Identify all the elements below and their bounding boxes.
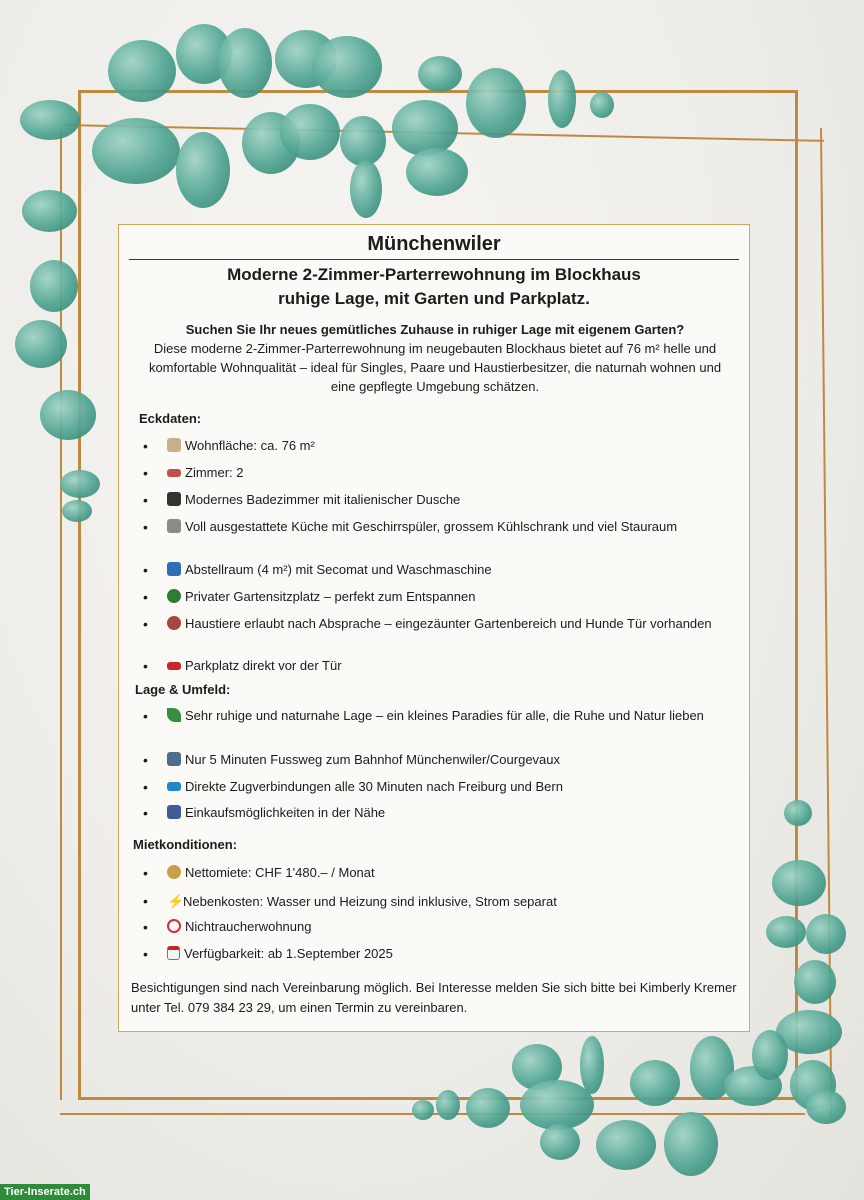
tree-icon xyxy=(167,589,181,603)
list-item-text: Zimmer: 2 xyxy=(185,465,244,480)
list-item-text: Wohnfläche: ca. 76 m² xyxy=(185,438,315,453)
list-item: • Nichtraucherwohnung xyxy=(143,919,312,935)
list-item-text: Haustiere erlaubt nach Absprache – eingezäunter Gartenbereich und Hunde Tür vorhanden xyxy=(185,616,712,631)
list-item-text: Nur 5 Minuten Fussweg zum Bahnhof Münchenwiler/Courgevaux xyxy=(185,752,561,767)
walker-icon xyxy=(167,752,181,766)
bucket-icon xyxy=(167,562,181,576)
list-item: • Modernes Badezimmer mit italienischer Dusche xyxy=(143,492,461,508)
list-item: • Sehr ruhige und naturnahe Lage – ein kleines Paradies für alle, die Ruhe und Natur lieben xyxy=(143,708,704,724)
list-item: • Privater Gartensitzplatz – perfekt zum Entspannen xyxy=(143,589,476,605)
section-heading-lage: Lage & Umfeld: xyxy=(135,682,231,697)
paw-icon xyxy=(167,616,181,630)
list-item-text: Privater Gartensitzplatz – perfekt zum Entspannen xyxy=(185,589,476,604)
intro-text: Diese moderne 2-Zimmer-Parterrewohnung im neugebauten Blockhaus bietet auf 76 m² helle und komfortable Wohnqualität – ideal für Singles, Paare und Haustierbesitzer, die naturnah wohnen und eine gepflegte Umgebung schätzen. xyxy=(148,341,722,394)
calendar-icon xyxy=(167,946,180,960)
list-item-text: Direkte Zugverbindungen alle 30 Minuten nach Freiburg und Bern xyxy=(185,779,563,794)
subtitle-line-1: Moderne 2-Zimmer-Parterrewohnung im Blockhaus xyxy=(227,265,641,284)
list-item-text: Sehr ruhige und naturnahe Lage – ein kleines Paradies für alle, die Ruhe und Natur lieben xyxy=(185,708,704,723)
house-icon xyxy=(167,438,181,452)
section-heading-eckdaten: Eckdaten: xyxy=(139,411,202,426)
section-heading-miete: Mietkonditionen: xyxy=(133,837,237,852)
list-item: • Wohnfläche: ca. 76 m² xyxy=(143,438,315,454)
site-watermark: Tier-Inserate.ch xyxy=(0,1184,90,1200)
bed-icon xyxy=(167,469,181,477)
subtitle-line-2: ruhige Lage, mit Garten und Parkplatz. xyxy=(278,289,590,308)
list-item: • Zimmer: 2 xyxy=(143,465,244,481)
list-item-text: Modernes Badezimmer mit italienischer Dusche xyxy=(185,492,461,507)
list-item: • Direkte Zugverbindungen alle 30 Minuten nach Freiburg und Bern xyxy=(143,779,563,795)
list-item: • Verfügbarkeit: ab 1.September 2025 xyxy=(143,946,393,962)
list-item-text: Parkplatz direkt vor der Tür xyxy=(185,658,342,673)
list-item-text: Nichtraucherwohnung xyxy=(185,919,312,934)
kitchen-icon xyxy=(167,519,181,533)
contact-paragraph: Besichtigungen sind nach Vereinbarung möglich. Bei Interesse melden Sie sich bitte bei Kimberly Kremer unter Tel. 079 384 23 29, um einen Termin zu vereinbaren. xyxy=(131,980,737,1015)
title-divider xyxy=(129,259,739,260)
list-item: • ⚡Nebenkosten: Wasser und Heizung sind inklusive, Strom separat xyxy=(143,893,557,909)
list-item: • Einkaufsmöglichkeiten in der Nähe xyxy=(143,805,386,821)
list-item-text: Nettomiete: CHF 1'480.– / Monat xyxy=(185,865,375,880)
list-item: • Nur 5 Minuten Fussweg zum Bahnhof Münchenwiler/Courgevaux xyxy=(143,752,561,768)
list-item: • Haustiere erlaubt nach Absprache – eingezäunter Gartenbereich und Hunde Tür vorhanden xyxy=(143,616,712,632)
list-item: • Parkplatz direkt vor der Tür xyxy=(143,658,342,674)
leaf-icon xyxy=(167,708,181,722)
intro-question: Suchen Sie Ihr neues gemütliches Zuhause in ruhiger Lage mit eigenem Garten? xyxy=(185,322,685,337)
intro-block xyxy=(139,320,731,396)
car-icon xyxy=(167,662,181,670)
list-item-text: Nebenkosten: Wasser und Heizung sind inklusive, Strom separat xyxy=(183,894,557,909)
train-icon xyxy=(167,782,181,791)
listing-subtitle xyxy=(119,263,749,311)
list-item: • Nettomiete: CHF 1'480.– / Monat xyxy=(143,865,375,881)
listing-card xyxy=(118,224,750,1032)
no-smoking-icon xyxy=(167,919,181,933)
list-item-text: Einkaufsmöglichkeiten in der Nähe xyxy=(185,805,386,820)
moneybag-icon xyxy=(167,865,181,879)
page-title: Münchenwiler xyxy=(367,233,501,255)
bolt-icon: ⚡ xyxy=(167,893,185,909)
shower-icon xyxy=(167,492,181,506)
list-item: • Abstellraum (4 m²) mit Secomat und Waschmaschine xyxy=(143,562,492,578)
shop-icon xyxy=(167,805,181,819)
list-item-text: Abstellraum (4 m²) mit Secomat und Waschmaschine xyxy=(185,562,492,577)
list-item-text: Verfügbarkeit: ab 1.September 2025 xyxy=(184,946,393,961)
list-item-text: Voll ausgestattete Küche mit Geschirrspüler, grossem Kühlschrank und viel Stauraum xyxy=(185,519,678,534)
list-item: • Voll ausgestattete Küche mit Geschirrspüler, grossem Kühlschrank und viel Stauraum xyxy=(143,519,678,535)
